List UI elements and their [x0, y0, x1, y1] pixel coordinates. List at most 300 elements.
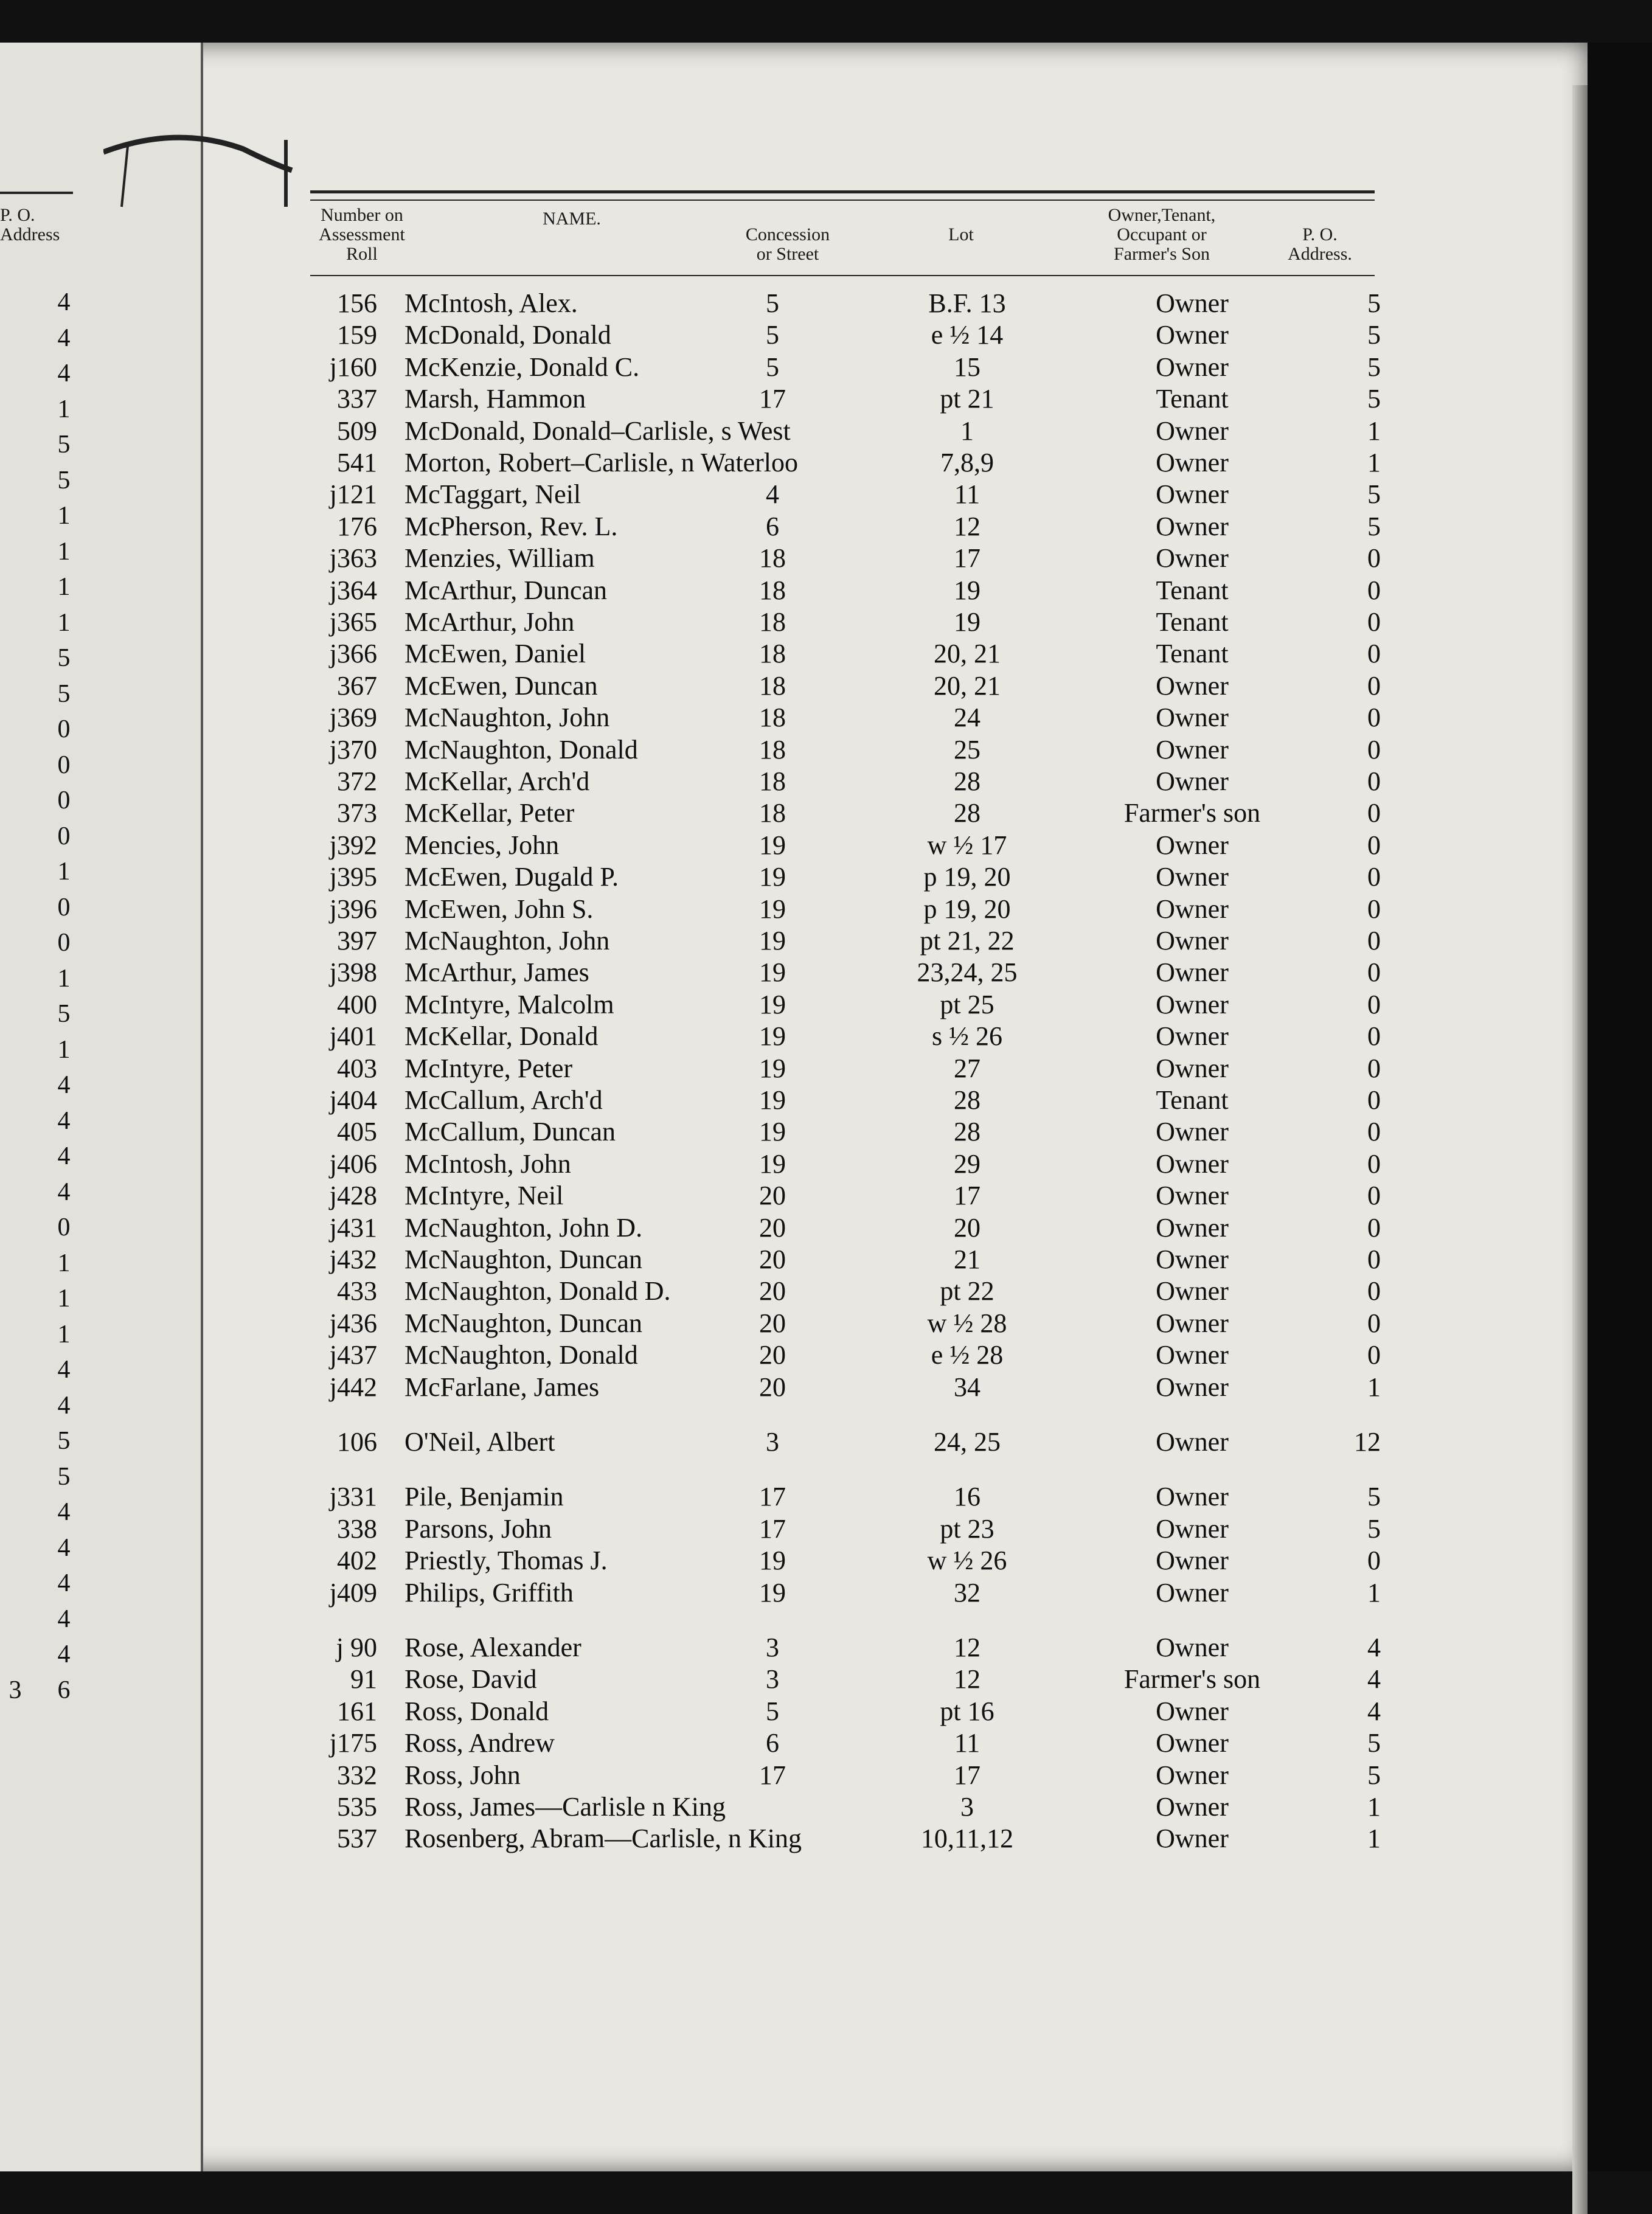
left-page-extra-number: 3	[9, 1676, 22, 1704]
concession: 17	[759, 384, 786, 414]
lot-number: p 19, 20	[923, 862, 1011, 892]
table-row	[0, 1116, 1588, 1148]
lot-number: s ½ 26	[931, 1021, 1003, 1052]
table-row	[0, 415, 1588, 447]
owner-name: O'Neil, Albert	[404, 1427, 555, 1457]
owner-name: McCallum, Duncan	[404, 1117, 616, 1147]
owner-name: Priestly, Thomas J.	[404, 1546, 608, 1576]
po-address: 0	[1367, 1212, 1381, 1243]
lot-number: 19	[954, 607, 980, 637]
table-row	[0, 1084, 1588, 1116]
left-page-number: 1	[57, 502, 71, 530]
owner-name: McNaughton, Duncan	[404, 1244, 643, 1274]
owner-name: Rose, Alexander	[404, 1633, 581, 1662]
left-page-number: 5	[57, 1462, 71, 1491]
roll-number: j365	[329, 607, 377, 637]
roll-number: j401	[329, 1021, 377, 1052]
lot-number: 12	[954, 1664, 980, 1695]
concession: 17	[759, 1513, 786, 1544]
po-address: 4	[1367, 1696, 1381, 1726]
roll-number: 91	[350, 1664, 377, 1695]
roll-number: j404	[329, 1085, 377, 1115]
concession: 6	[766, 1728, 779, 1758]
tenure-status: Tenant	[1156, 607, 1229, 637]
tenure-status: Owner	[1156, 1633, 1229, 1662]
concession: 18	[759, 734, 786, 765]
roll-number: 161	[337, 1696, 377, 1726]
roll-number: j160	[329, 352, 377, 382]
roll-number: j363	[329, 543, 377, 574]
roll-number: 156	[337, 288, 377, 318]
roll-number: j331	[329, 1482, 377, 1512]
concession: 18	[759, 766, 786, 796]
po-address: 0	[1367, 862, 1381, 892]
owner-name: McKellar, Arch'd	[404, 766, 590, 796]
lot-number: pt 16	[940, 1696, 994, 1726]
lot-number: 15	[954, 352, 980, 382]
po-address: 0	[1367, 957, 1381, 988]
tenure-status: Tenant	[1156, 639, 1229, 669]
table-row	[0, 797, 1588, 829]
left-page-number: 1	[57, 1249, 71, 1277]
concession: 19	[759, 1148, 786, 1179]
roll-number: j392	[329, 830, 377, 860]
concession: 20	[759, 1372, 786, 1402]
roll-number: j437	[329, 1340, 377, 1370]
table-row	[0, 575, 1588, 606]
roll-number: j121	[329, 479, 377, 510]
po-address: 0	[1367, 766, 1381, 796]
po-address: 0	[1367, 1117, 1381, 1147]
owner-name: Morton, Robert–Carlisle, n Waterloo	[404, 448, 798, 477]
po-address: 5	[1367, 1482, 1381, 1512]
roll-number: 537	[337, 1824, 377, 1854]
table-row	[0, 925, 1588, 957]
lot-number: pt 25	[940, 989, 994, 1019]
concession: 19	[759, 1053, 786, 1083]
left-page-number: 4	[57, 1533, 71, 1562]
roll-number: 338	[337, 1513, 377, 1544]
left-page-number: 0	[57, 822, 71, 850]
lot-number: w ½ 28	[927, 1308, 1007, 1338]
roll-number: j370	[329, 734, 377, 765]
lot-number: 10,11,12	[920, 1824, 1014, 1854]
lot-number: 17	[954, 1760, 980, 1790]
concession: 20	[759, 1181, 786, 1211]
table-row	[0, 1053, 1588, 1084]
tenure-status: Owner	[1156, 320, 1229, 350]
tenure-status: Owner	[1156, 1340, 1229, 1370]
tenure-status: Owner	[1156, 1760, 1229, 1790]
concession: 5	[766, 288, 779, 318]
po-address: 1	[1367, 1824, 1381, 1854]
left-page-number: 1	[57, 858, 71, 886]
roll-number: 176	[337, 511, 377, 541]
roll-number: 400	[337, 989, 377, 1019]
left-page-number: 0	[57, 893, 71, 921]
owner-name: McIntosh, Alex.	[404, 288, 578, 318]
header-concession: Concession or Street	[745, 224, 830, 264]
table-row	[0, 766, 1588, 797]
lot-number: 7,8,9	[940, 448, 994, 477]
tenure-status: Owner	[1156, 1372, 1229, 1402]
tenure-status: Tenant	[1156, 1085, 1229, 1115]
owner-name: Pile, Benjamin	[404, 1482, 564, 1512]
lot-number: B.F. 13	[928, 288, 1006, 318]
concession: 19	[759, 1117, 786, 1147]
lot-number: 19	[954, 575, 980, 605]
lot-number: w ½ 17	[927, 830, 1007, 860]
tenure-status: Owner	[1156, 1021, 1229, 1052]
left-page-number: 4	[57, 1605, 71, 1633]
left-page-po-header: P. O. Address	[0, 205, 60, 245]
header-rule-thin	[310, 200, 1375, 201]
concession: 20	[759, 1340, 786, 1370]
roll-number: j366	[329, 639, 377, 669]
table-row	[0, 1212, 1588, 1244]
concession: 20	[759, 1276, 786, 1307]
header-rule-bottom	[310, 275, 1375, 276]
tenure-status: Farmer's son	[1123, 1664, 1261, 1695]
tenure-status: Owner	[1156, 1053, 1229, 1083]
roll-number: j431	[329, 1212, 377, 1243]
owner-name: McTaggart, Neil	[404, 479, 581, 510]
lot-number: 11	[954, 1728, 980, 1758]
table-row	[0, 1426, 1588, 1458]
concession: 4	[766, 479, 779, 510]
po-address: 0	[1367, 1148, 1381, 1179]
tenure-status: Owner	[1156, 1824, 1229, 1854]
roll-number: 535	[337, 1792, 377, 1822]
po-address: 5	[1367, 1760, 1381, 1790]
owner-name: McIntyre, Peter	[404, 1053, 573, 1083]
concession: 19	[759, 862, 786, 892]
roll-number: 159	[337, 320, 377, 350]
roll-number: j428	[329, 1181, 377, 1211]
owner-name: McNaughton, John D.	[404, 1212, 643, 1243]
owner-name: McNaughton, Donald	[404, 1340, 638, 1370]
concession: 19	[759, 1577, 786, 1608]
owner-name: Rosenberg, Abram—Carlisle, n King	[404, 1824, 802, 1854]
roll-number: 372	[337, 766, 377, 796]
table-row	[0, 1791, 1588, 1823]
table-row	[0, 861, 1588, 893]
owner-name: Ross, Donald	[404, 1696, 549, 1726]
tenure-status: Owner	[1156, 479, 1229, 510]
roll-number: j 90	[336, 1633, 377, 1662]
concession: 3	[766, 1427, 779, 1457]
tenure-status: Owner	[1156, 1148, 1229, 1179]
concession: 17	[759, 1482, 786, 1512]
owner-name: McNaughton, John	[404, 703, 610, 733]
po-address: 0	[1367, 1308, 1381, 1338]
table-row	[0, 319, 1588, 351]
table-row	[0, 1760, 1588, 1791]
left-page-number: 4	[57, 1356, 71, 1384]
lot-number: e ½ 14	[931, 320, 1004, 350]
left-page-number: 4	[57, 1178, 71, 1206]
po-address: 0	[1367, 1546, 1381, 1576]
table-row	[0, 1513, 1588, 1545]
owner-name: McCallum, Arch'd	[404, 1085, 603, 1115]
concession: 18	[759, 543, 786, 574]
left-page-number: 0	[57, 1213, 71, 1241]
roll-number: 403	[337, 1053, 377, 1083]
lot-number: 34	[954, 1372, 980, 1402]
concession: 19	[759, 1546, 786, 1576]
roll-number: 402	[337, 1546, 377, 1576]
concession: 18	[759, 639, 786, 669]
tenure-status: Owner	[1156, 1212, 1229, 1243]
roll-number: j432	[329, 1244, 377, 1274]
roll-number: 541	[337, 448, 377, 477]
roll-number: j175	[329, 1728, 377, 1758]
concession: 6	[766, 511, 779, 541]
lot-number: w ½ 26	[927, 1546, 1007, 1576]
po-address: 0	[1367, 543, 1381, 574]
po-address: 1	[1367, 1577, 1381, 1608]
owner-name: McKenzie, Donald C.	[404, 352, 640, 382]
left-page-number: 4	[57, 324, 71, 352]
tenure-status: Owner	[1156, 288, 1229, 318]
lot-number: pt 21, 22	[920, 926, 1015, 956]
roll-number: 106	[337, 1427, 377, 1457]
lot-number: 11	[954, 479, 980, 510]
table-row	[0, 288, 1588, 319]
po-address: 4	[1367, 1664, 1381, 1695]
concession: 20	[759, 1308, 786, 1338]
po-address: 5	[1367, 1513, 1381, 1544]
lot-number: 24, 25	[934, 1427, 1001, 1457]
table-row	[0, 957, 1588, 988]
po-address: 0	[1367, 798, 1381, 828]
roll-number: j395	[329, 862, 377, 892]
tenure-status: Owner	[1156, 1513, 1229, 1544]
lot-number: 20	[954, 1212, 980, 1243]
roll-number: j442	[329, 1372, 377, 1402]
tenure-status: Owner	[1156, 703, 1229, 733]
owner-name: Rose, David	[404, 1664, 537, 1695]
tenure-status: Owner	[1156, 1181, 1229, 1211]
register-page	[0, 43, 1588, 2171]
concession: 18	[759, 670, 786, 701]
left-page-number: 4	[57, 288, 71, 316]
tenure-status: Tenant	[1156, 384, 1229, 414]
roll-number: 433	[337, 1276, 377, 1307]
left-page-number: 1	[57, 537, 71, 566]
po-address: 0	[1367, 575, 1381, 605]
lot-number: 28	[954, 798, 980, 828]
left-page-number: 1	[57, 395, 71, 423]
lot-number: 27	[954, 1053, 980, 1083]
lot-number: pt 23	[940, 1513, 994, 1544]
owner-name: McArthur, James	[404, 957, 589, 988]
owner-name: Ross, James—Carlisle n King	[404, 1792, 726, 1822]
lot-number: 24	[954, 703, 980, 733]
left-page-number: 1	[57, 1320, 71, 1348]
table-row	[0, 1339, 1588, 1371]
left-page-number: 1	[57, 964, 71, 993]
left-page-number: 1	[57, 573, 71, 601]
header-rule-thick	[310, 190, 1375, 193]
po-address: 0	[1367, 1053, 1381, 1083]
left-page-number: 4	[57, 1569, 71, 1597]
owner-name: McEwen, Daniel	[404, 639, 586, 669]
book-spine	[1588, 43, 1652, 2171]
table-row	[0, 1308, 1588, 1339]
roll-number: j398	[329, 957, 377, 988]
left-page-number: 0	[57, 786, 71, 814]
tenure-status: Owner	[1156, 1792, 1229, 1822]
roll-number: 373	[337, 798, 377, 828]
tenure-status: Owner	[1156, 734, 1229, 765]
lot-number: 16	[954, 1482, 980, 1512]
table-row	[0, 1481, 1588, 1513]
concession: 18	[759, 703, 786, 733]
table-row	[0, 702, 1588, 734]
tenure-status: Owner	[1156, 1276, 1229, 1307]
owner-name: McEwen, John S.	[404, 894, 594, 924]
concession: 19	[759, 894, 786, 924]
left-page-number: 4	[57, 1142, 71, 1170]
owner-name: McEwen, Duncan	[404, 670, 598, 701]
owner-name: McDonald, Donald–Carlisle, s West	[404, 415, 791, 446]
tenure-status: Owner	[1156, 830, 1229, 860]
concession: 19	[759, 1085, 786, 1115]
lot-number: 17	[954, 1181, 980, 1211]
header-po-address: P. O. Address.	[1288, 224, 1352, 264]
owner-name: McIntyre, Neil	[404, 1181, 564, 1211]
lot-number: 20, 21	[934, 639, 1001, 669]
tenure-status: Owner	[1156, 894, 1229, 924]
roll-number: j436	[329, 1308, 377, 1338]
tenure-status: Owner	[1156, 1482, 1229, 1512]
tenure-status: Owner	[1156, 448, 1229, 477]
lot-number: pt 21	[940, 384, 994, 414]
left-page-number: 4	[57, 359, 71, 387]
tenure-status: Owner	[1156, 1308, 1229, 1338]
lot-number: 1	[960, 415, 974, 446]
left-page-number: 6	[57, 1676, 71, 1704]
po-address: 0	[1367, 1340, 1381, 1370]
concession: 5	[766, 352, 779, 382]
roll-number: 337	[337, 384, 377, 414]
tenure-status: Owner	[1156, 1577, 1229, 1608]
table-row	[0, 638, 1588, 670]
roll-number: j406	[329, 1148, 377, 1179]
lot-number: pt 22	[940, 1276, 994, 1307]
owner-name: McPherson, Rev. L.	[404, 511, 618, 541]
owner-name: McArthur, John	[404, 607, 575, 637]
roll-number: j396	[329, 894, 377, 924]
left-page-number: 4	[57, 1391, 71, 1420]
tenure-status: Owner	[1156, 1427, 1229, 1457]
po-address: 0	[1367, 670, 1381, 701]
lot-number: 3	[960, 1792, 974, 1822]
owner-name: McArthur, Duncan	[404, 575, 608, 605]
po-address: 0	[1367, 1021, 1381, 1052]
concession: 3	[766, 1633, 779, 1662]
po-address: 5	[1367, 384, 1381, 414]
header-lot: Lot	[948, 224, 974, 245]
po-address: 1	[1367, 415, 1381, 446]
owner-name: Parsons, John	[404, 1513, 552, 1544]
lot-number: 32	[954, 1577, 980, 1608]
po-address: 0	[1367, 703, 1381, 733]
po-address: 1	[1367, 1372, 1381, 1402]
left-page-number: 4	[57, 1071, 71, 1099]
concession: 17	[759, 1760, 786, 1790]
left-page-number: 1	[57, 1035, 71, 1064]
table-row	[0, 1696, 1588, 1727]
po-address: 5	[1367, 511, 1381, 541]
po-address: 0	[1367, 1085, 1381, 1115]
po-address: 1	[1367, 448, 1381, 477]
table-row	[0, 352, 1588, 383]
tenure-status: Owner	[1156, 957, 1229, 988]
po-address: 4	[1367, 1633, 1381, 1662]
owner-name: McNaughton, Duncan	[404, 1308, 643, 1338]
table-row	[0, 447, 1588, 479]
table-row	[0, 734, 1588, 766]
po-address: 0	[1367, 607, 1381, 637]
lot-number: 17	[954, 543, 980, 574]
header-roll: Number on Assessment Roll	[319, 205, 405, 264]
po-address: 0	[1367, 734, 1381, 765]
left-page-number: 5	[57, 679, 71, 708]
concession: 18	[759, 575, 786, 605]
tenure-status: Tenant	[1156, 575, 1229, 605]
po-address: 1	[1367, 1792, 1381, 1822]
po-address: 5	[1367, 479, 1381, 510]
lot-number: 12	[954, 511, 980, 541]
left-page-number: 1	[57, 608, 71, 637]
lot-number: 21	[954, 1244, 980, 1274]
left-page-number: 0	[57, 715, 71, 743]
lot-number: 12	[954, 1633, 980, 1662]
tenure-status: Owner	[1156, 989, 1229, 1019]
owner-name: McNaughton, Donald	[404, 734, 638, 765]
concession: 5	[766, 1696, 779, 1726]
concession: 19	[759, 830, 786, 860]
po-address: 0	[1367, 926, 1381, 956]
po-address: 5	[1367, 288, 1381, 318]
table-row	[0, 1823, 1588, 1855]
roll-number: 332	[337, 1760, 377, 1790]
po-address: 0	[1367, 894, 1381, 924]
concession: 3	[766, 1664, 779, 1695]
po-address: 5	[1367, 352, 1381, 382]
left-page-number: 1	[57, 1285, 71, 1313]
po-address: 5	[1367, 320, 1381, 350]
owner-name: Philips, Griffith	[404, 1577, 574, 1608]
concession: 19	[759, 926, 786, 956]
tenure-status: Owner	[1156, 415, 1229, 446]
owner-name: Ross, Andrew	[404, 1728, 555, 1758]
header-name: NAME.	[543, 209, 601, 229]
concession: 5	[766, 320, 779, 350]
left-page-rule	[0, 192, 73, 194]
tenure-status: Owner	[1156, 1696, 1229, 1726]
roll-number: j364	[329, 575, 377, 605]
tenure-status: Owner	[1156, 766, 1229, 796]
table-row	[0, 1244, 1588, 1275]
table-row	[0, 670, 1588, 702]
table-row	[0, 1275, 1588, 1307]
table-row	[0, 1148, 1588, 1180]
po-address: 5	[1367, 1728, 1381, 1758]
tenure-status: Owner	[1156, 926, 1229, 956]
